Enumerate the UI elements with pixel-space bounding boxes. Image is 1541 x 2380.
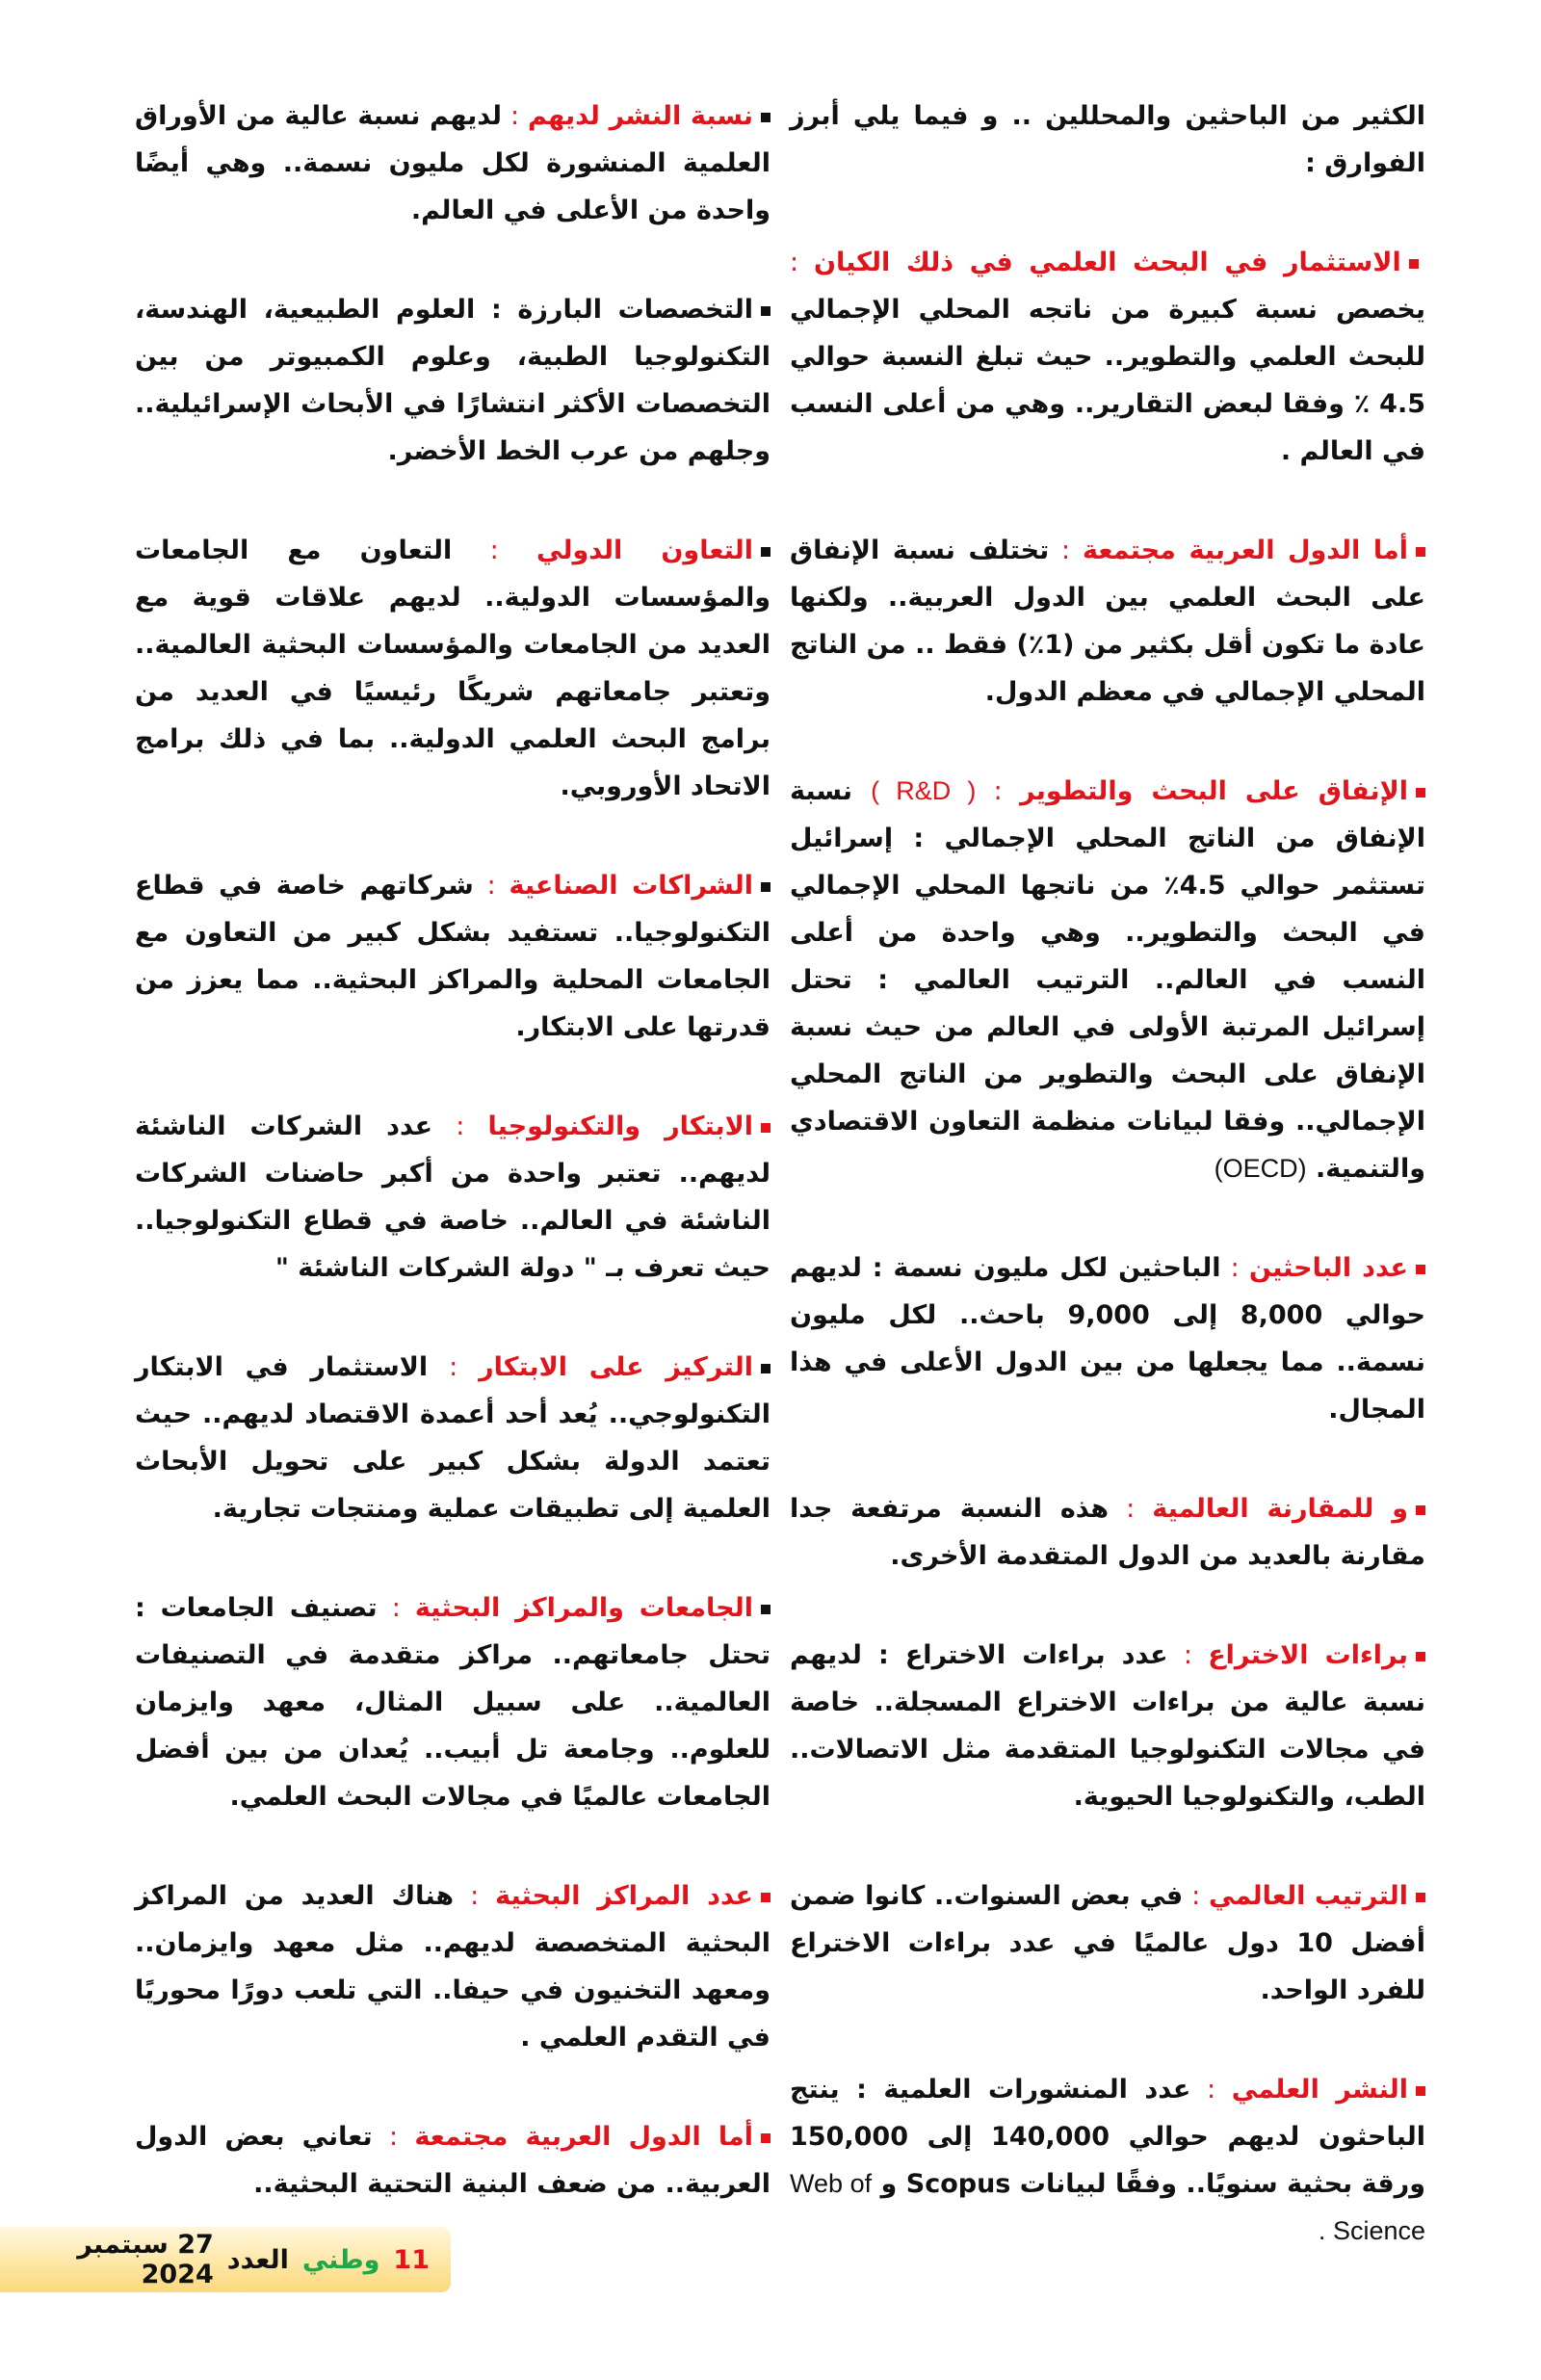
item-heading: نسبة النشر لديهم: [527, 101, 753, 131]
item-heading: التركيز على الابتكار: [479, 1352, 754, 1382]
heading-colon: :: [1109, 1494, 1153, 1524]
item-body: الاستثمار في الابتكار التكنولوجي.. يُعد أحد أعمدة الاقتصاد لديهم.. حيث تعتمد الدولة بشكل كبير على تحويل الأبحاث العلمية إلى تطبيقات عملية ومنتجات تجارية.: [135, 1352, 770, 1524]
article-item: [135, 2113, 770, 2208]
item-heading: الإنفاق على البحث والتطوير: [1020, 776, 1408, 806]
heading-colon: :: [1167, 1640, 1209, 1670]
heading-colon: :: [1183, 1881, 1210, 1911]
heading-colon: :: [454, 1881, 496, 1911]
bullet-icon: [761, 1123, 770, 1133]
item-heading: الابتكار والتكنولوجيا: [487, 1112, 753, 1141]
item-heading: الترتيب العالمي: [1209, 1881, 1408, 1911]
bullet-icon: [1409, 259, 1419, 269]
right-column: [790, 92, 1425, 2307]
intro-text: الكثير من الباحثين والمحللين .. و فيما يلي أبرز الفوارق :: [790, 101, 1425, 178]
heading-colon: :: [377, 1593, 415, 1623]
item-body: تختلف نسبة الإنفاق على البحث العلمي بين الدول العربية.. ولكنها عادة ما تكون أقل بكثير من (1٪) فقط .. من الناتج المحلي الإجمالي في معظم الدول.: [790, 536, 1426, 707]
bullet-icon: [1416, 788, 1425, 798]
article-item: [790, 527, 1425, 716]
bullet-icon: [761, 1605, 770, 1614]
article-item: [790, 1632, 1425, 1820]
item-body: لديهم نسبة عالية من الأوراق العلمية المنشورة لكل مليون نسمة.. وهي أيضًا واحدة من الأعلى في العالم.: [135, 101, 770, 225]
item-heading: التخصصات البارزة :: [490, 295, 753, 325]
heading-colon: :: [452, 536, 537, 565]
item-body: العلوم الطبيعية، الهندسة، التكنولوجيا الطبية، وعلوم الكمبيوتر من بين التخصصات الأكثر انتشارًا في الأبحاث الإسرائيلية.. وجلهم من عرب الخط الأخضر.: [135, 295, 770, 466]
bullet-icon: [761, 2133, 770, 2143]
article-item: [135, 1584, 770, 1820]
heading-colon: :: [502, 101, 528, 131]
item-body-latin: Web of Science .: [790, 2169, 1425, 2245]
item-body: هناك العديد من المراكز البحثية المتخصصة لديهم.. مثل معهد وايزمان.. ومعهد التخنيون في حيفا.. التي تلعب دورًا محوريًا في التقدم العلمي .: [135, 1881, 770, 2053]
item-heading: براءات الاختراع: [1208, 1640, 1408, 1670]
issue-label: العدد: [226, 2244, 289, 2275]
bullet-icon: [1416, 547, 1425, 557]
item-body: يخصص نسبة كبيرة من ناتجه المحلي الإجمالي للبحث العلمي والتطوير.. حيث تبلغ النسبة حوالي 4.5 ٪ وفقا لبعض التقارير.. وهي من أعلى النسب في العالم .: [790, 295, 1425, 466]
item-heading: النشر العلمي: [1231, 2075, 1408, 2105]
bullet-icon: [1416, 1265, 1425, 1274]
item-body: تصنيف الجامعات : تحتل جامعاتهم.. مراكز متقدمة في التصنيفات العالمية.. على سبيل المثال، معهد وايزمان للعلوم.. وجامعة تل أبيب.. يُعدان من بين أفضل الجامعات عالميًا في مجالات البحث العلمي.: [135, 1593, 770, 1812]
heading-colon: :: [428, 1352, 480, 1382]
item-body: عدد براءات الاختراع : لديهم نسبة عالية من براءات الاختراع المسجلة.. خاصة في مجالات التكنولوجيا المتقدمة مثل الاتصالات.. الطب، والتكنولوجيا الحيوية.: [790, 1640, 1425, 1812]
item-body: عدد المنشورات العلمية : ينتج الباحثون لديهم حوالي 140,000 إلى 150,000 ورقة بحثية سنويًا.. وفقًا لبيانات Scopus و: [790, 2075, 1425, 2199]
heading-colon: :: [1190, 2075, 1232, 2105]
bullet-icon: [1416, 2086, 1425, 2096]
bullet-icon: [1416, 1893, 1425, 1902]
item-heading: التعاون الدولي: [536, 536, 753, 565]
heading-colon: :: [473, 871, 509, 901]
item-heading-latin: ( R&D ): [871, 776, 977, 805]
bullet-icon: [761, 306, 770, 316]
page-footer: [0, 2227, 451, 2292]
left-column: [135, 92, 770, 2260]
heading-colon: :: [432, 1112, 488, 1141]
heading-colon: :: [372, 2122, 415, 2152]
item-heading: الاستثمار في البحث العلمي في ذلك الكيان: [813, 248, 1401, 277]
article-item: [790, 768, 1425, 1192]
heading-colon: :: [976, 776, 1020, 806]
article-item: [135, 1103, 770, 1292]
item-heading: عدد الباحثين: [1248, 1253, 1408, 1283]
item-heading: عدد المراكز البحثية: [495, 1881, 753, 1911]
item-body: شركاتهم خاصة في قطاع التكنولوجيا.. تستفيد بشكل كبير من التعاون مع الجامعات المحلية والمراكز البحثية.. مما يعزز من قدرتها على الابتكار.: [135, 871, 770, 1042]
item-heading: أما الدول العربية مجتمعة: [414, 2122, 754, 2152]
item-body: في بعض السنوات.. كانوا ضمن أفضل 10 دول عالميًا في عدد براءات الاختراع للفرد الواحد.: [790, 1881, 1425, 2005]
item-body: نسبة الإنفاق من الناتج المحلي الإجمالي : إسرائيل تستثمر حوالي 4.5٪ من ناتجها المحلي الإجمالي في البحث والتطوير.. وهي واحدة من أعلى النسب في العالم.. الترتيب العالمي : تحتل إسرائيل المرتبة الأولى في العالم من حيث نسبة الإنفاق على البحث والتطوير من الناتج المحلي الإجمالي.. وفقا لبيانات منظمة التعاون الاقتصادي والتنمية.: [790, 776, 1426, 1184]
item-body: تعاني بعض الدول العربية.. من ضعف البنية التحتية البحثية..: [135, 2122, 770, 2199]
bullet-icon: [761, 1364, 770, 1373]
item-body: الباحثين لكل مليون نسمة : لديهم حوالي 8,000 إلى 9,000 باحث.. لكل مليون نسمة.. مما يجعلها من بين الدول الأعلى في هذا المجال.: [790, 1253, 1425, 1425]
issue-date: 27 سبتمبر 2024: [77, 2230, 214, 2289]
article-item: [790, 239, 1425, 475]
bullet-icon: [761, 1893, 770, 1902]
item-heading: و للمقارنة العالمية: [1152, 1494, 1408, 1524]
bullet-icon: [761, 547, 770, 557]
article-item: [135, 286, 770, 475]
bullet-icon: [761, 113, 770, 122]
bullet-icon: [1416, 1652, 1425, 1661]
heading-colon: :: [790, 248, 814, 277]
article-item: [790, 1872, 1425, 2014]
article-item: [790, 2066, 1425, 2255]
intro-paragraph: [790, 92, 1425, 187]
item-body: عدد الشركات الناشئة لديهم.. تعتبر واحدة من أكبر حاضنات الشركات الناشئة في العالم.. خاصة في قطاع التكنولوجيا.. حيث تعرف بـ " دولة الشركات الناشئة ": [135, 1112, 770, 1283]
item-body: التعاون مع الجامعات والمؤسسات الدولية.. لديهم علاقات قوية مع العديد من الجامعات والمؤسسات البحثية العالمية.. وتعتبر جامعاتهم شريكًا رئيسيًا في العديد من برامج البحث العلمي الدولية.. بما في ذلك برامج الاتحاد الأوروبي.: [135, 536, 770, 801]
magazine-brand: وطني: [301, 2244, 380, 2275]
article-item: [135, 1344, 770, 1532]
article-item: [790, 1485, 1425, 1580]
item-heading: أما الدول العربية مجتمعة: [1082, 536, 1408, 565]
bullet-icon: [1416, 1505, 1425, 1515]
heading-colon: :: [1220, 1253, 1249, 1283]
item-body-latin: (OECD): [1214, 1154, 1307, 1183]
heading-colon: :: [1049, 536, 1083, 565]
article-item: [135, 862, 770, 1051]
item-heading: الشراكات الصناعية: [509, 871, 754, 901]
bullet-icon: [761, 882, 770, 892]
item-heading: الجامعات والمراكز البحثية: [414, 1593, 753, 1623]
article-item: [135, 92, 770, 234]
article-item: [135, 1872, 770, 2061]
article-item: [790, 1244, 1425, 1433]
page-number: 11: [393, 2244, 430, 2275]
item-body: هذه النسبة مرتفعة جدا مقارنة بالعديد من الدول المتقدمة الأخرى.: [790, 1494, 1425, 1571]
article-item: [135, 527, 770, 810]
